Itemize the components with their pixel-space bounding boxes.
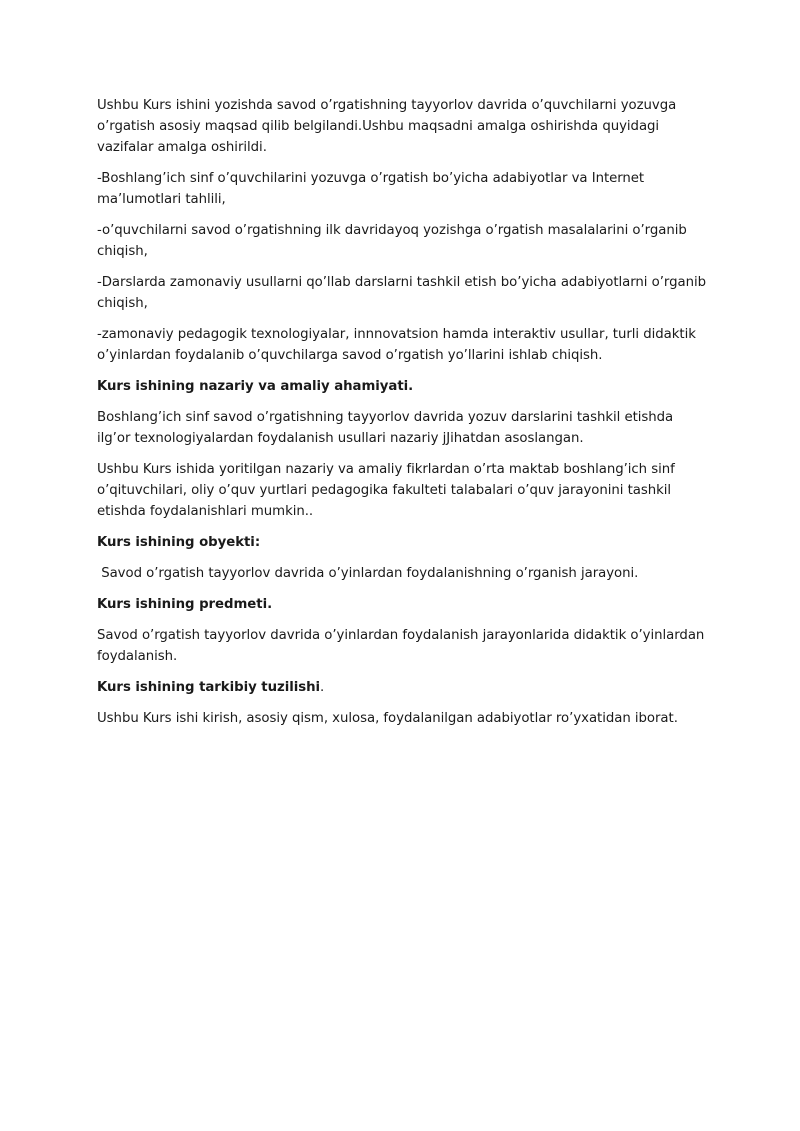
task-item-writing-study: -o’quvchilarni savod o’rgatishning ilk davridayoq yozishga o’rgatish masalalarini o’rganib chiqish,	[97, 223, 687, 259]
document-body	[97, 95, 707, 739]
task-item-literature-analysis: -Boshlang’ich sinf o’quvchilarini yozuvga o’rgatish bo’yicha adabiyotlar va Internet ma’lumotlari tahlili,	[97, 171, 645, 207]
object-paragraph: Savod o’rgatish tayyorlov davrida o’yinlardan foydalanishning o’rganish jarayoni.	[97, 566, 639, 581]
intro-paragraph: Ushbu Kurs ishini yozishda savod o’rgatishning tayyorlov davrida o’quvchilarni yozuvga o’rgatish asosiy maqsad qilib belgilandi.Ushbu maqsadni amalga oshirishda quyidagi vazifalar amalga oshirildi.	[97, 98, 677, 155]
structure-heading-period: .	[320, 680, 325, 695]
task-item-technologies: -zamonaviy pedagogik texnologiyalar, innnovatsion hamda interaktiv usullar, turli didaktik o’yinlardan foydalanib o’quvchilarga savod o’rgatish yo’llarini ishlab chiqish.	[97, 327, 696, 363]
structure-heading-text: Kurs ishining tarkibiy tuzilishi	[97, 680, 321, 695]
significance-heading: Kurs ishining nazariy va amaliy ahamiyati.	[97, 379, 414, 394]
significance-paragraph-1: Boshlang’ich sinf savod o’rgatishning tayyorlov davrida yozuv darslarini tashkil etishda ilg’or texnologiyalardan foydalanish usullari nazariy jJihatdan asoslangan.	[97, 410, 674, 446]
significance-paragraph-2: Ushbu Kurs ishida yoritilgan nazariy va amaliy fikrlardan o’rta maktab boshlang’ich sinf o’qituvchilari, oliy o’quv yurtlari pedagogika fakulteti talabalari o’quv jarayonini tashkil etishda foydalanishlari mumkin..	[97, 462, 675, 519]
structure-paragraph: Ushbu Kurs ishi kirish, asosiy qism, xulosa, foydalanilgan adabiyotlar ro’yxatidan iborat.	[97, 711, 678, 726]
subject-heading: Kurs ishining predmeti.	[97, 597, 273, 612]
task-item-modern-methods: -Darslarda zamonaviy usullarni qo’llab darslarni tashkil etish bo’yicha adabiyotlarni o’rganib chiqish,	[97, 275, 706, 311]
object-heading: Kurs ishining obyekti:	[97, 535, 261, 550]
subject-paragraph: Savod o’rgatish tayyorlov davrida o’yinlardan foydalanish jarayonlarida didaktik o’yinlardan foydalanish.	[97, 628, 705, 664]
structure-heading	[97, 677, 707, 698]
